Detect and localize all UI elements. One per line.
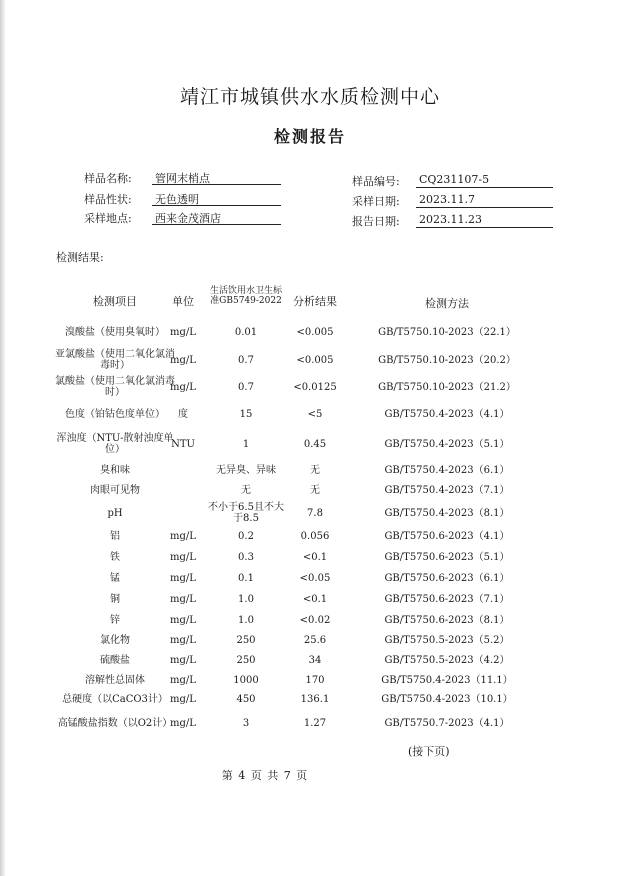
cell-standard: 0.7	[238, 381, 254, 393]
cell-unit: mg/L	[170, 354, 196, 366]
cell-result: 7.8	[307, 507, 323, 519]
cell-result: 无	[310, 464, 320, 476]
cell-result: <0.1	[302, 551, 328, 563]
cell-unit: mg/L	[170, 654, 196, 666]
sample-state-value: 无色透明	[152, 191, 281, 206]
cell-result: 25.6	[303, 634, 327, 646]
sample-id-value: CQ231107-5	[416, 173, 553, 188]
continued-note: (接下页)	[408, 745, 450, 758]
cell-result: 34	[308, 654, 322, 666]
report-date-value: 2023.11.23	[416, 213, 553, 228]
cell-item: 氯化物	[100, 634, 130, 646]
cell-item: 锌	[110, 614, 120, 626]
cell-unit: mg/L	[170, 381, 196, 393]
cell-result: <0.02	[299, 614, 331, 626]
cell-method: GB/T5750.10-2023（21.2）	[378, 381, 516, 393]
header-item: 检测项目	[93, 295, 137, 308]
sampling-site-label: 采样地点:	[84, 212, 132, 225]
cell-unit: mg/L	[170, 551, 196, 563]
cell-item: 硫酸盐	[100, 654, 130, 666]
cell-method: GB/T5750.4-2023（10.1）	[381, 693, 513, 705]
cell-standard: 1.0	[238, 593, 254, 605]
table-row	[0, 568, 620, 588]
cell-unit	[162, 461, 204, 479]
table-row	[0, 630, 620, 650]
cell-result: <0.0125	[293, 381, 337, 393]
cell-item: 亚氯酸盐（使用二氧化氯消毒时）	[55, 349, 175, 371]
cell-result: 无	[310, 484, 320, 496]
cell-unit: mg/L	[170, 614, 196, 626]
sampling-date-label: 采样日期:	[352, 195, 400, 208]
cell-unit: mg/L	[170, 530, 196, 542]
cell-method: GB/T5750.4-2023（5.1）	[384, 438, 510, 450]
cell-result: 0.056	[300, 530, 330, 542]
cell-item: 浑浊度（NTU-散射浊度单位）	[56, 433, 174, 455]
table-row	[0, 650, 620, 670]
cell-item: 臭和味	[100, 464, 130, 476]
table-row	[0, 526, 620, 546]
cell-method: GB/T5750.5-2023（4.2）	[384, 654, 510, 666]
cell-standard: 250	[236, 634, 256, 646]
cell-method: GB/T5750.6-2023（7.1）	[384, 593, 510, 605]
cell-standard: 250	[236, 654, 256, 666]
table-row	[0, 318, 620, 346]
cell-unit: mg/L	[170, 634, 196, 646]
table-row	[0, 710, 620, 736]
table-row	[0, 374, 620, 400]
cell-item: 铁	[110, 551, 120, 563]
cell-result: <0.005	[296, 326, 334, 338]
cell-item: 锰	[110, 572, 120, 584]
cell-result: 136.1	[300, 693, 330, 705]
sampling-site-value: 西来金茂酒店	[152, 210, 281, 225]
cell-standard: 1	[242, 438, 250, 450]
cell-item: 氯酸盐（使用二氧化氯消毒时）	[55, 376, 175, 398]
cell-method: GB/T5750.5-2023（5.2）	[384, 634, 510, 646]
cell-result: <0.005	[296, 354, 334, 366]
cell-standard: 0.1	[238, 572, 254, 584]
cell-standard: 1.0	[238, 614, 254, 626]
cell-method: GB/T5750.10-2023（20.2）	[378, 354, 516, 366]
cell-standard: 不小于6.5且不大于8.5	[208, 502, 284, 524]
table-row	[0, 346, 620, 374]
cell-standard: 0.3	[238, 551, 254, 563]
cell-item: pH	[107, 507, 123, 519]
cell-unit: mg/L	[170, 572, 196, 584]
cell-method: GB/T5750.4-2023（7.1）	[384, 484, 510, 496]
cell-item: 总硬度（以CaCO3计）	[62, 693, 168, 705]
cell-method: GB/T5750.4-2023（4.1）	[384, 408, 510, 420]
sampling-date-value: 2023.11.7	[416, 193, 553, 208]
cell-result: 1.27	[303, 717, 327, 729]
cell-standard: 0.01	[234, 326, 258, 338]
cell-item: 铝	[110, 530, 120, 542]
cell-result: <5	[307, 408, 323, 420]
header-standard: 生活饮用水卫生标准GB5749-2022	[209, 286, 282, 306]
cell-unit: 度	[178, 408, 188, 420]
cell-standard: 0.2	[238, 530, 254, 542]
cell-standard: 无	[241, 484, 251, 496]
cell-unit: mg/L	[170, 326, 196, 338]
table-row	[0, 547, 620, 567]
table-row	[0, 589, 620, 609]
table-row	[0, 481, 620, 499]
report-title: 检测报告	[273, 127, 346, 146]
cell-standard: 15	[239, 408, 253, 420]
cell-unit	[162, 501, 204, 525]
cell-item: 色度（铂钴色度单位）	[65, 408, 165, 420]
page-number: 第 4 页 共 7 页	[221, 769, 309, 782]
results-label: 检测结果:	[56, 251, 104, 264]
cell-method: GB/T5750.6-2023（4.1）	[384, 530, 510, 542]
cell-unit	[162, 481, 204, 499]
cell-method: GB/T5750.7-2023（4.1）	[384, 717, 510, 729]
cell-method: GB/T5750.6-2023（8.1）	[384, 614, 510, 626]
sample-state-label: 样品性状:	[84, 193, 132, 206]
cell-method: GB/T5750.4-2023（11.1）	[381, 674, 513, 686]
table-row	[0, 689, 620, 709]
report-date-label: 报告日期:	[352, 215, 400, 228]
table-row	[0, 610, 620, 630]
table-row	[0, 401, 620, 427]
header-method: 检测方法	[425, 297, 469, 310]
cell-result: <0.1	[302, 593, 328, 605]
cell-standard: 450	[236, 693, 256, 705]
cell-method: GB/T5750.4-2023（6.1）	[384, 464, 510, 476]
organization-name: 靖江市城镇供水水质检测中心	[179, 86, 440, 108]
cell-item: 溶解性总固体	[85, 674, 145, 686]
cell-standard: 3	[242, 717, 250, 729]
sample-name-value: 管网末梢点	[152, 170, 281, 185]
table-row	[0, 670, 620, 690]
cell-method: GB/T5750.10-2023（22.1）	[378, 326, 516, 338]
cell-unit: mg/L	[170, 593, 196, 605]
cell-item: 铜	[110, 593, 120, 605]
cell-unit: mg/L	[170, 693, 196, 705]
cell-method: GB/T5750.6-2023（6.1）	[384, 572, 510, 584]
cell-standard: 1000	[233, 674, 259, 686]
table-row	[0, 461, 620, 479]
cell-unit: mg/L	[170, 674, 196, 686]
sample-id-label: 样品编号:	[352, 175, 400, 188]
table-row	[0, 429, 620, 459]
cell-item: 肉眼可见物	[90, 484, 140, 496]
cell-method: GB/T5750.4-2023（8.1）	[384, 507, 510, 519]
cell-result: 0.45	[303, 438, 327, 450]
cell-standard: 0.7	[238, 354, 254, 366]
cell-unit: NTU	[171, 438, 195, 450]
header-unit: 单位	[172, 295, 194, 308]
table-row	[0, 501, 620, 525]
cell-unit: mg/L	[170, 717, 196, 729]
cell-method: GB/T5750.6-2023（5.1）	[384, 551, 510, 563]
header-result: 分析结果	[293, 295, 337, 308]
cell-result: <0.05	[299, 572, 331, 584]
sample-name-label: 样品名称:	[84, 172, 132, 185]
cell-item: 高锰酸盐指数（以O2计）	[57, 717, 173, 729]
cell-standard: 无异臭、异味	[216, 464, 276, 476]
cell-item: 溴酸盐（使用臭氧时）	[65, 326, 165, 338]
cell-result: 170	[305, 674, 325, 686]
